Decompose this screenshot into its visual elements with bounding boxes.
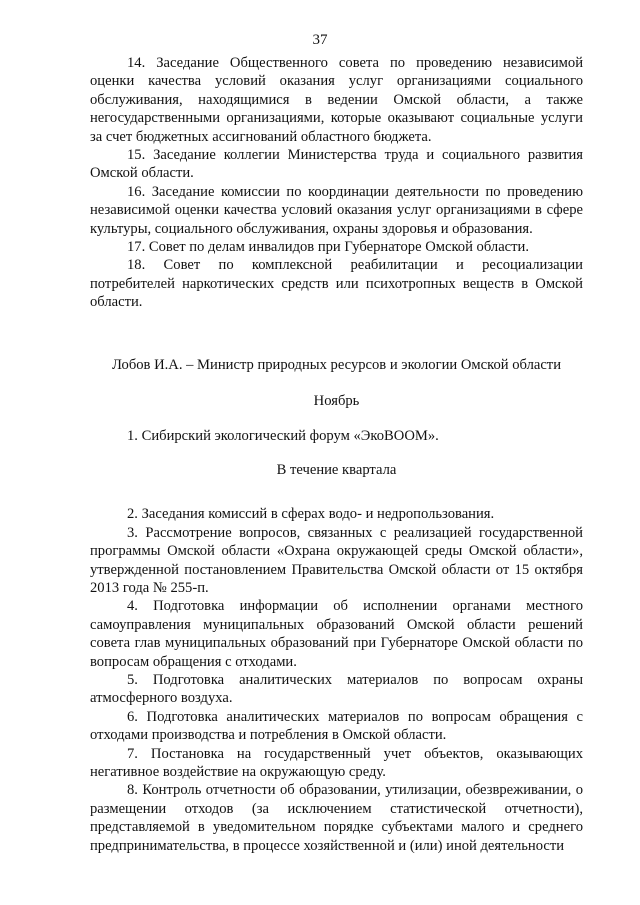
- item-text: Контроль отчетности об образовании, утилизации, обезвреживании, о размещении отходов (за исключением статистической отчетности), представляемой в уведомительном порядке субъектами малого и среднего предпринимательства, в процессе хозяйственной и (или) иной деятельности: [90, 782, 583, 854]
- list-item: [90, 505, 583, 523]
- item-number: 3.: [127, 524, 138, 541]
- list-b: [90, 505, 583, 855]
- item-number: 5.: [127, 671, 138, 688]
- item-number: 7.: [127, 745, 138, 762]
- list-item: [90, 745, 583, 782]
- list-item: [90, 671, 583, 708]
- item-text: Подготовка аналитических материалов по вопросам охраны атмосферного воздуха.: [90, 671, 583, 707]
- item-text: Подготовка аналитических материалов по вопросам обращения с отходами производства и потребления в Омской области.: [90, 708, 583, 744]
- item-text: Постановка на государственный учет объектов, оказывающих негативное воздействие на окружающую среду.: [90, 745, 584, 780]
- item-number: 8.: [127, 782, 138, 799]
- minister-heading: Лобов И.А. – Министр природных ресурсов и экологии Омской области: [112, 356, 561, 373]
- item-text: Совет по делам инвалидов при Губернаторе Омской области.: [148, 239, 529, 256]
- item-text: Заседание коллегии Министерства труда и социального развития Омской области.: [90, 147, 583, 182]
- item-number: 2.: [127, 506, 138, 523]
- list-item: [90, 256, 583, 311]
- item-text: Заседание комиссии по координации деятельности по проведению независимой оценки качества условий оказания услуг организациями в сфере культуры, социального обслуживания, охраны здоровья и образования.: [90, 183, 583, 237]
- item-text: Заседание Общественного совета по проведению независимой оценки качества условий оказания услуг организациями социального обслуживания, находящимися в ведении Омской области, а также негосударственными организациями, которые оказывают социальные услуги за счет бюджетных ассигнований областного бюджета.: [90, 55, 584, 145]
- item-number: 18.: [127, 257, 146, 274]
- list-item: [90, 146, 583, 183]
- item-text: Совет по комплексной реабилитации и ресоциализации потребителей наркотических средств или психотропных веществ в Омской области.: [90, 257, 583, 311]
- list-a: [90, 54, 583, 312]
- list-item: [90, 524, 583, 598]
- list-item: [90, 708, 583, 745]
- item-number: 6.: [127, 708, 138, 725]
- list-item: [90, 597, 583, 671]
- page-number: 37: [312, 32, 328, 48]
- list-item: [90, 427, 583, 445]
- list-item: [90, 183, 583, 238]
- month-heading: Ноябрь: [313, 393, 360, 410]
- item-number: 14.: [127, 55, 146, 71]
- item-number: 16.: [127, 183, 146, 200]
- item-text: Рассмотрение вопросов, связанных с реализацией государственной программы Омской области «Охрана окружающей среды Омской области», утвержденной постановлением Правительства Омской области от 15 октября 2013 года № 255-п.: [90, 524, 583, 596]
- item-text: Заседания комиссий в сферах водо- и недропользования.: [141, 506, 495, 523]
- list-item: [90, 238, 583, 256]
- list-item: [90, 781, 583, 855]
- item-text: Подготовка информации об исполнении органами местного самоуправления муниципальных образований Омской области решений совета глав муниципальных образований при Губернаторе Омской области по вопросам обращения с отходами.: [90, 598, 583, 670]
- item-number: 15.: [127, 147, 146, 164]
- quarter-heading: В течение квартала: [276, 461, 397, 478]
- november-list: [90, 427, 583, 445]
- item-text: Сибирский экологический форум «ЭкоВООМ».: [141, 427, 439, 444]
- item-number: 4.: [127, 598, 138, 615]
- item-number: 1.: [127, 427, 138, 444]
- list-item: [90, 54, 583, 146]
- document-body: [90, 54, 583, 855]
- item-number: 17.: [127, 239, 146, 256]
